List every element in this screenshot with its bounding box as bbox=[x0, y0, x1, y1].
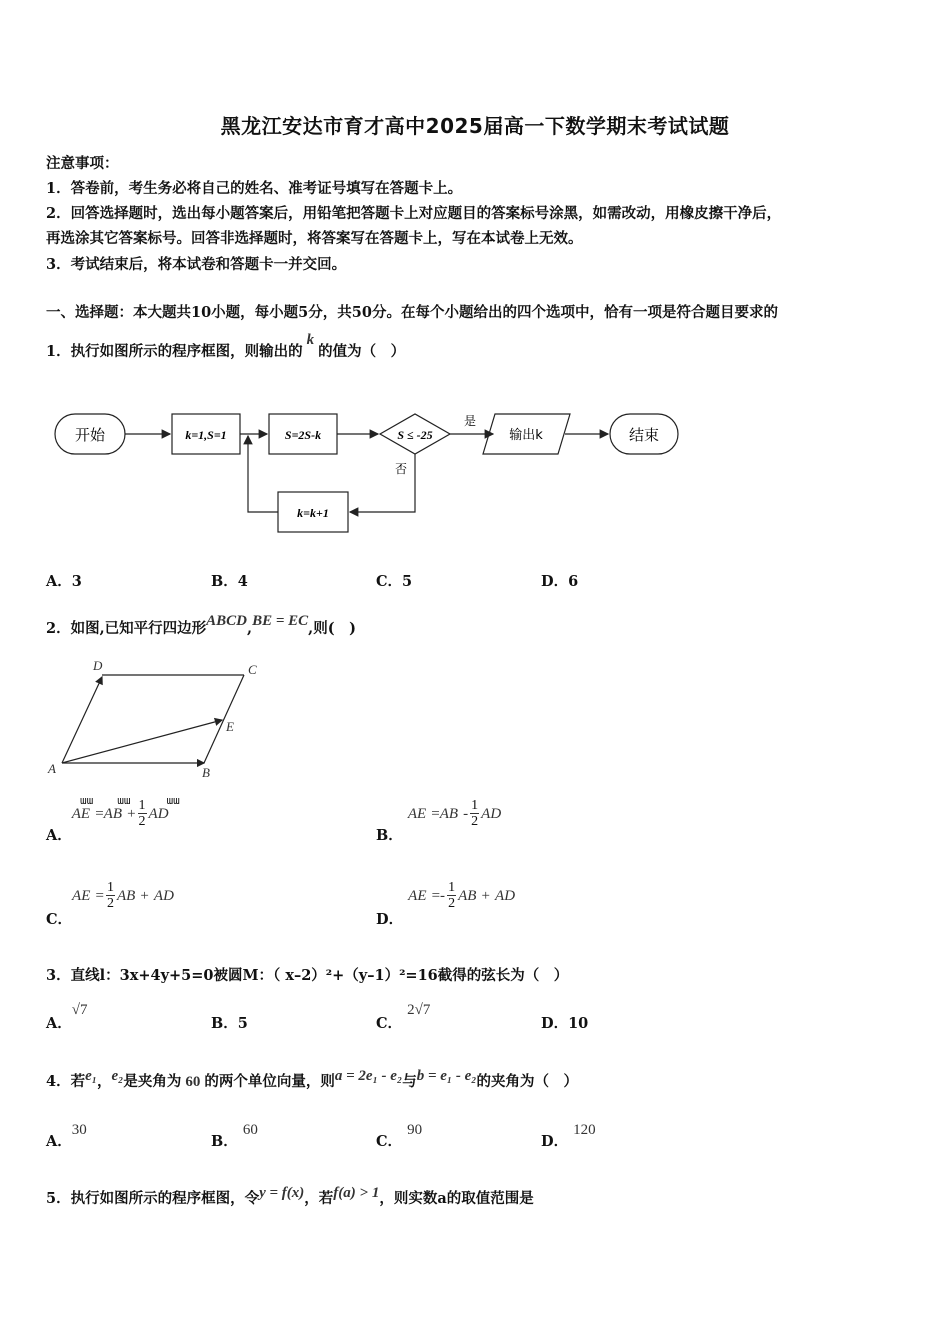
question-text: 执行如图所示的程序框图，则输出的 bbox=[70, 343, 303, 360]
q2-option-c[interactable] bbox=[46, 880, 174, 928]
question-text: ，则实数a的取值范围是 bbox=[379, 1190, 534, 1207]
option-label: A． bbox=[46, 827, 72, 844]
fraction-denominator: 2 bbox=[448, 896, 456, 911]
vector-mark: ɯɯ bbox=[117, 794, 131, 807]
flow-output-label: 输出k bbox=[509, 428, 543, 443]
math-eq: =- bbox=[431, 888, 446, 904]
edge-cb bbox=[204, 675, 244, 763]
q4-option-d[interactable] bbox=[541, 1118, 596, 1150]
vector-ae bbox=[62, 720, 222, 763]
math-eq: = bbox=[95, 806, 104, 822]
flowchart bbox=[40, 395, 700, 545]
q3-option-b[interactable] bbox=[211, 1012, 248, 1033]
flow-end-label: 结束 bbox=[628, 426, 660, 444]
option-label: A． bbox=[46, 1133, 72, 1150]
fraction-denominator: 2 bbox=[138, 814, 146, 829]
comma: , bbox=[247, 620, 253, 637]
question-1 bbox=[46, 332, 406, 361]
question-number: 2． bbox=[46, 620, 71, 637]
fraction-numerator: 1 bbox=[471, 798, 479, 813]
math-op: + bbox=[127, 806, 136, 822]
math-term: AD bbox=[481, 806, 502, 822]
option-label: D． bbox=[541, 1133, 569, 1150]
fraction-numerator: 1 bbox=[448, 880, 456, 895]
math-term: AD bbox=[148, 806, 169, 822]
option-value: 120 bbox=[573, 1122, 596, 1138]
note-2: 2．回答选择题时，选出每小题答案后，用铅笔把答题卡上对应题目的答案标号涂黑，如需改动，用橡皮擦干净后， bbox=[46, 205, 782, 222]
question-text: 是夹角为 bbox=[123, 1073, 182, 1090]
question-text: 若 bbox=[70, 1073, 86, 1090]
arrow-inc-update bbox=[248, 436, 278, 512]
fraction bbox=[470, 798, 479, 829]
page-title: 黑龙江安达市育才高中2025届高一下数学期末考试试题 bbox=[220, 114, 730, 138]
math-term: AB bbox=[458, 888, 477, 904]
option-label: A． bbox=[46, 1015, 72, 1032]
math-term: AB bbox=[116, 888, 136, 904]
question-text: 的两个单位向量，则 bbox=[204, 1073, 335, 1090]
option-value: 2√7 bbox=[407, 1002, 431, 1018]
option-label: B． bbox=[211, 573, 238, 590]
vector-mark: ɯɯ bbox=[166, 794, 180, 807]
fraction-numerator: 1 bbox=[138, 798, 146, 813]
question-text: 直线l：3x+4y+5=0被圆M：（ x–2）²+（y–1）²=16截得的弦长为（ ） bbox=[70, 967, 569, 984]
math-term: AD bbox=[495, 888, 516, 904]
vector-ad bbox=[62, 677, 102, 763]
option-value: 4 bbox=[237, 573, 248, 590]
q3-option-d[interactable] bbox=[541, 1012, 588, 1033]
option-label: B． bbox=[211, 1133, 238, 1150]
option-label: C． bbox=[376, 1133, 403, 1150]
question-4 bbox=[46, 1070, 578, 1091]
fraction-denominator: 2 bbox=[471, 814, 479, 829]
q4-option-a[interactable] bbox=[46, 1118, 87, 1150]
note-3: 3．考试结束后，将本试卷和答题卡一并交回。 bbox=[46, 256, 347, 273]
fraction bbox=[447, 880, 456, 911]
math-term: AB bbox=[103, 806, 122, 822]
flow-no-label: 否 bbox=[394, 462, 408, 476]
option-label: D． bbox=[541, 1015, 569, 1032]
option-label: D． bbox=[541, 573, 569, 590]
question-number: 3． bbox=[46, 967, 71, 984]
option-value: 10 bbox=[568, 1015, 589, 1032]
math-e1: e₁ bbox=[85, 1068, 97, 1084]
q4-option-c[interactable] bbox=[376, 1118, 423, 1150]
option-value: 30 bbox=[71, 1122, 87, 1138]
math-var-k: k bbox=[306, 332, 315, 348]
question-number: 4． bbox=[46, 1073, 71, 1090]
flow-init-label: k=1,S=1 bbox=[185, 428, 227, 442]
option-label: B． bbox=[376, 827, 403, 844]
option-value: 60 bbox=[242, 1122, 258, 1138]
question-text: 如图,已知平行四边形 bbox=[70, 620, 207, 637]
math-e2: e₂ bbox=[111, 1068, 124, 1084]
q2-option-a[interactable] bbox=[46, 798, 169, 844]
point-b-label: B bbox=[202, 765, 210, 780]
option-label: B． bbox=[211, 1015, 238, 1032]
question-3 bbox=[46, 964, 568, 985]
math-function: y = f(x) bbox=[259, 1185, 305, 1201]
math-eq: = bbox=[95, 888, 104, 904]
question-number: 1． bbox=[46, 343, 71, 360]
math-shape: ABCD bbox=[206, 613, 248, 629]
option-label: C． bbox=[46, 911, 73, 928]
question-text: 与 bbox=[402, 1073, 417, 1090]
point-d-label: D bbox=[93, 658, 103, 673]
question-text: ， bbox=[96, 1073, 112, 1090]
note-1: 1．答卷前，考生务必将自己的姓名、准考证号填写在答题卡上。 bbox=[46, 180, 463, 197]
math-op: + bbox=[140, 888, 149, 904]
question-5 bbox=[46, 1187, 534, 1208]
question-text-end: ,则( ) bbox=[308, 620, 356, 637]
option-label: C． bbox=[376, 1015, 403, 1032]
math-angle: 60 bbox=[185, 1074, 201, 1090]
q1-option-b[interactable] bbox=[211, 570, 248, 591]
option-value: 5 bbox=[237, 1015, 248, 1032]
flow-condition-label: S ≤ -25 bbox=[397, 428, 433, 442]
q4-option-b[interactable] bbox=[211, 1118, 258, 1150]
point-a-label: A bbox=[48, 761, 56, 776]
option-value: 6 bbox=[568, 573, 579, 590]
notes-heading: 注意事项： bbox=[46, 155, 119, 172]
flow-increment-label: k=k+1 bbox=[297, 506, 329, 520]
question-2 bbox=[46, 613, 356, 638]
q3-option-c[interactable] bbox=[376, 998, 431, 1032]
math-eq: = bbox=[431, 806, 440, 822]
math-term: AE bbox=[71, 806, 91, 822]
fraction-numerator: 1 bbox=[106, 880, 114, 895]
math-b-expr: b = e₁ - e₂ bbox=[416, 1068, 477, 1084]
math-term: AE bbox=[72, 888, 91, 904]
flow-update-label: S=2S-k bbox=[284, 428, 322, 442]
parallelogram-figure bbox=[40, 655, 280, 785]
fraction bbox=[138, 798, 147, 829]
option-label: C． bbox=[376, 573, 403, 590]
question-number: 5． bbox=[46, 1190, 71, 1207]
option-value: 3 bbox=[71, 573, 82, 590]
section-heading: 一、选择题：本大题共10小题，每小题5分，共50分。在每个小题给出的四个选项中，恰有一项是符合题目要求的 bbox=[46, 304, 778, 321]
option-label: D． bbox=[376, 911, 404, 928]
q1-option-d[interactable] bbox=[541, 570, 578, 591]
point-c-label: C bbox=[248, 662, 257, 677]
question-text: 执行如图所示的程序框图，令 bbox=[70, 1190, 260, 1207]
q1-option-c[interactable] bbox=[376, 570, 412, 591]
question-text-end: 的值为（ ） bbox=[318, 343, 406, 360]
vector-mark: ɯɯ bbox=[80, 794, 94, 807]
option-value: 90 bbox=[407, 1122, 423, 1138]
math-inequality: f(a) > 1 bbox=[333, 1185, 380, 1201]
fraction-denominator: 2 bbox=[106, 896, 114, 911]
math-condition: BE = EC bbox=[252, 613, 309, 629]
q1-option-a[interactable] bbox=[46, 570, 82, 591]
math-term: AE bbox=[407, 806, 427, 822]
question-text: 的夹角为（ ） bbox=[476, 1073, 579, 1090]
math-a-expr: a = 2e₁ - e₂ bbox=[334, 1068, 403, 1084]
option-value: 5 bbox=[402, 573, 413, 590]
math-op: + bbox=[481, 888, 490, 904]
flow-yes-label: 是 bbox=[463, 414, 477, 428]
q2-option-b[interactable] bbox=[376, 798, 502, 844]
option-label: A． bbox=[46, 573, 72, 590]
q3-option-a[interactable] bbox=[46, 998, 88, 1032]
question-text: ，若 bbox=[304, 1190, 334, 1207]
note-2-cont: 再选涂其它答案标号。回答非选择题时，将答案写在答题卡上，写在本试卷上无效。 bbox=[46, 230, 583, 247]
math-term: AD bbox=[153, 888, 174, 904]
math-term: AB bbox=[439, 806, 459, 822]
math-term: AE bbox=[408, 888, 427, 904]
option-value: √7 bbox=[71, 1002, 88, 1018]
q2-option-d[interactable] bbox=[376, 880, 516, 928]
math-op: - bbox=[463, 806, 469, 822]
fraction bbox=[106, 880, 115, 911]
flow-start-label: 开始 bbox=[74, 426, 106, 444]
point-e-label: E bbox=[226, 719, 234, 734]
